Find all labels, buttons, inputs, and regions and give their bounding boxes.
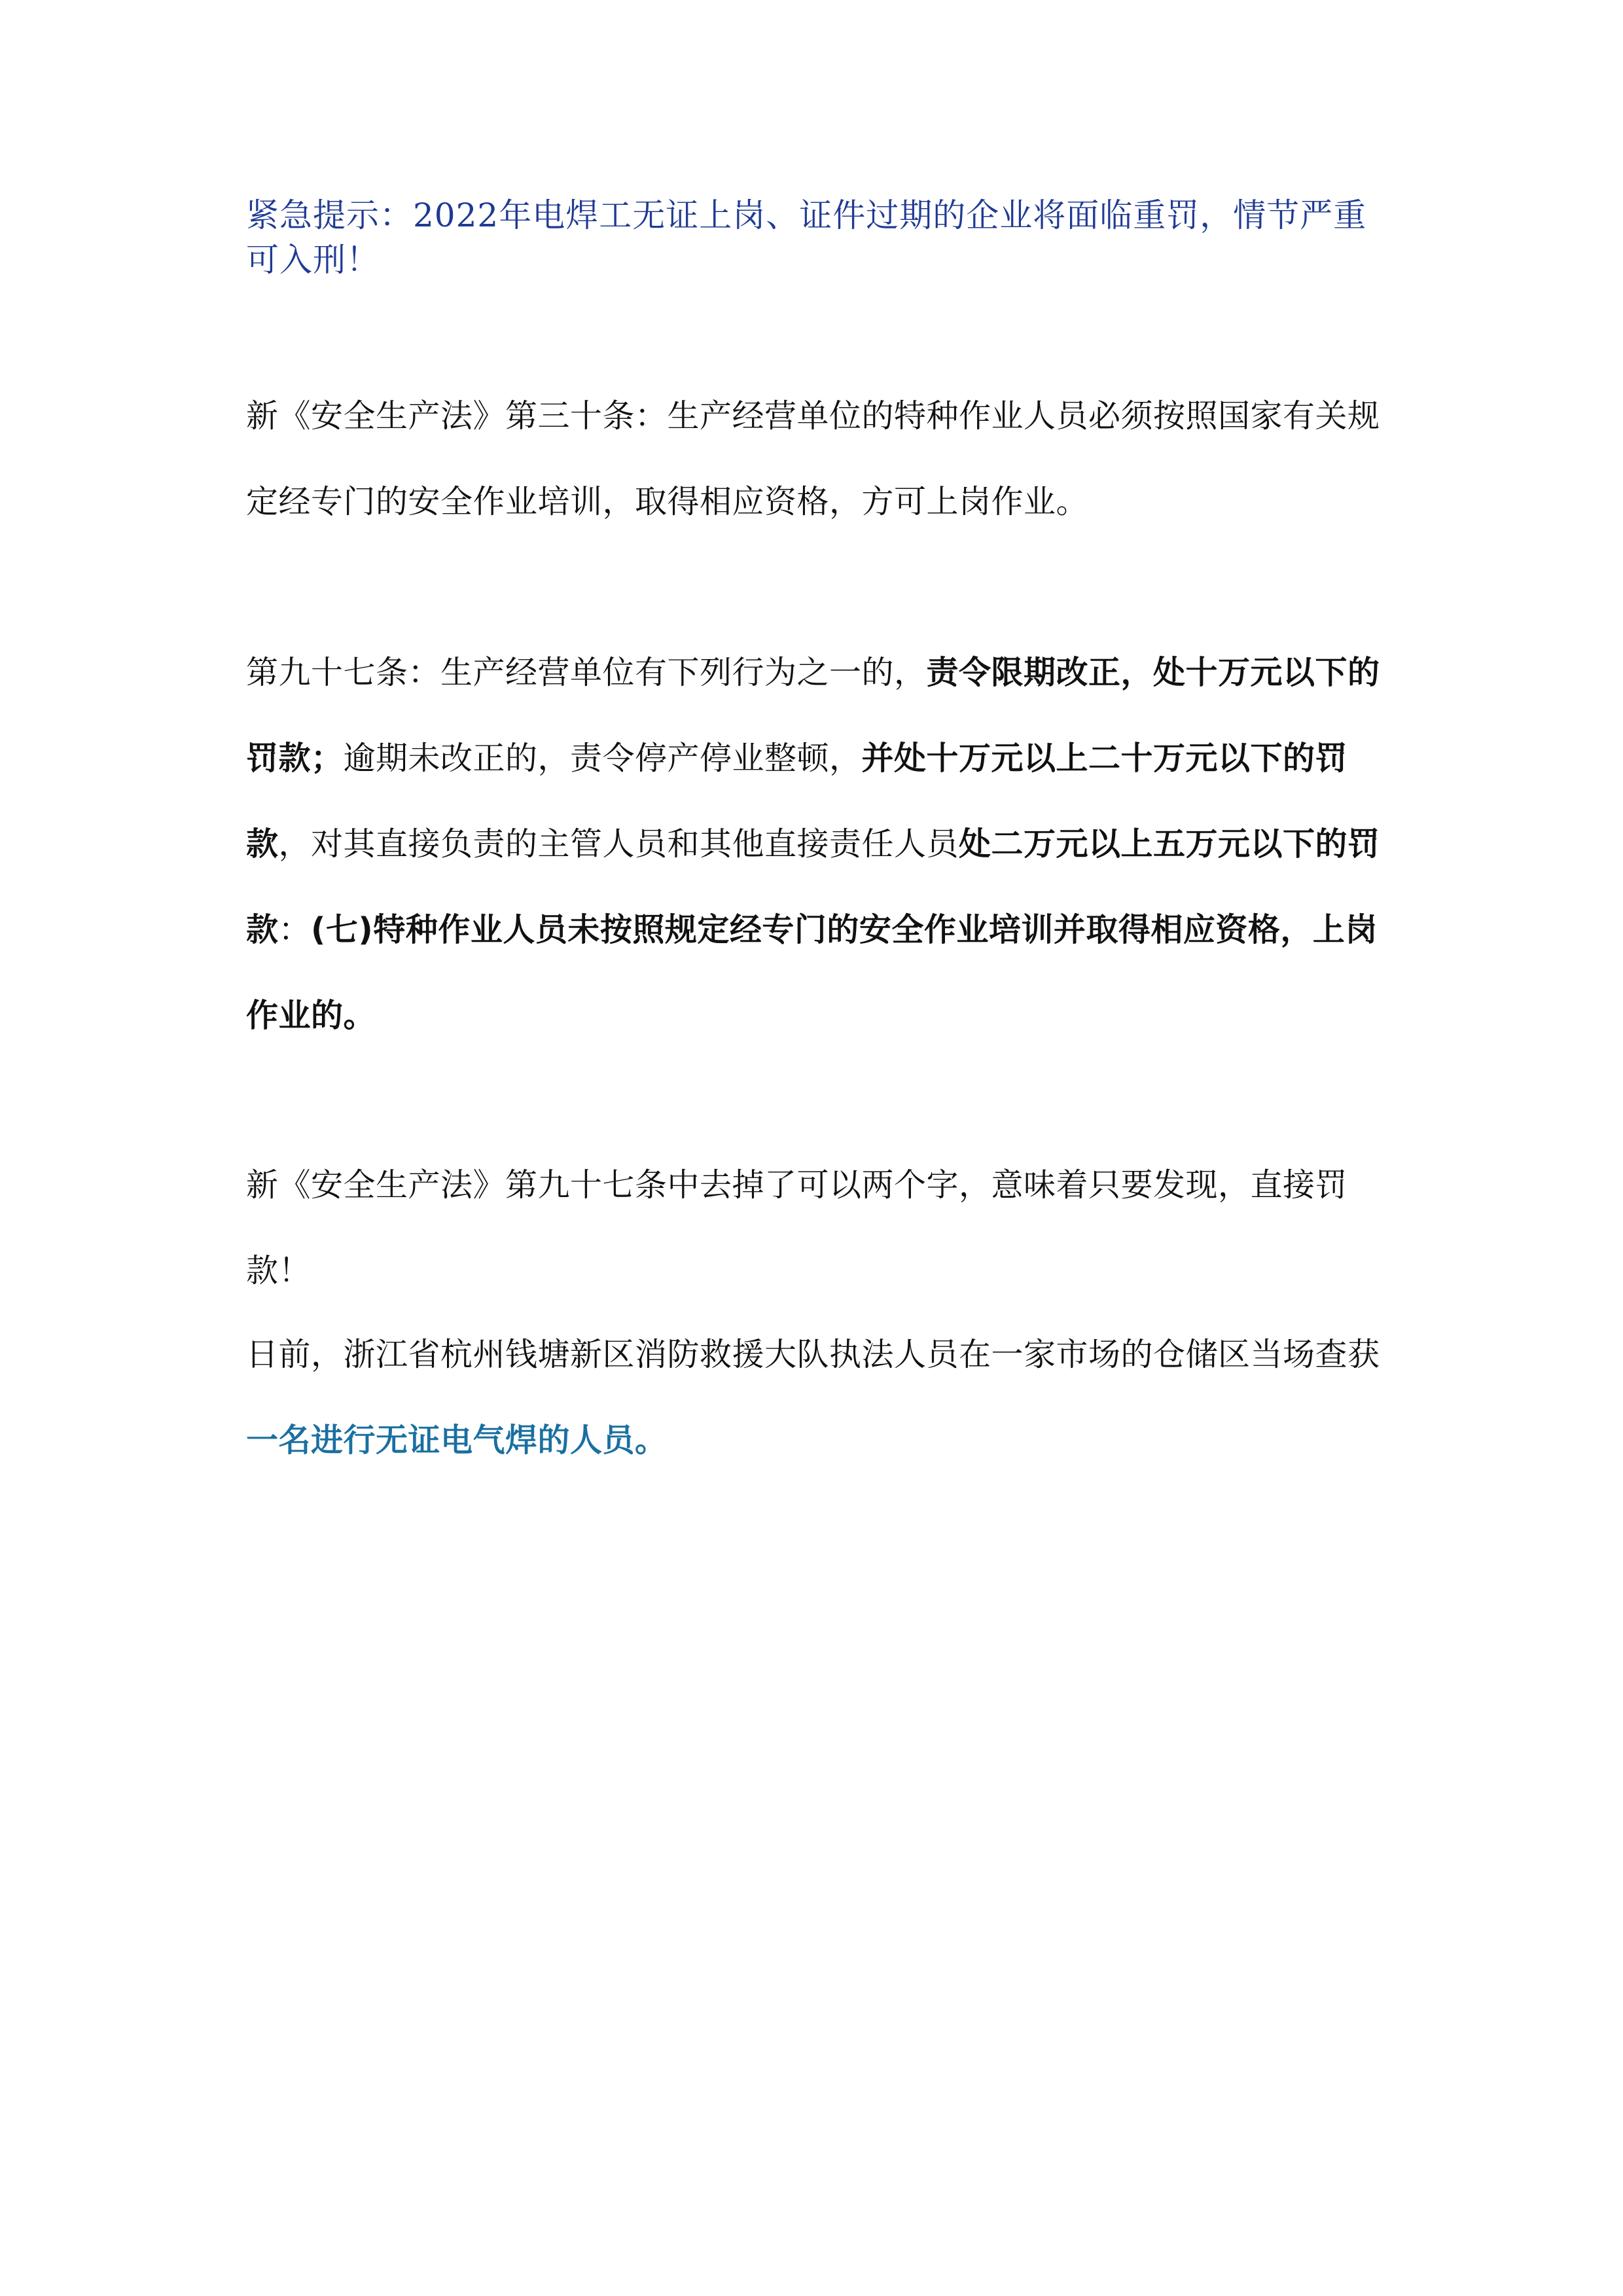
article-97-colon: ： bbox=[278, 911, 312, 948]
case-paragraph bbox=[246, 1312, 1391, 1483]
article-97-penalty-1: 责令限期改正，处十万元以下的罚款； bbox=[246, 654, 1380, 777]
note-paragraph: 新《安全生产法》第九十七条中去掉了可以两个字，意味着只要发现，直接罚款！ bbox=[246, 1166, 1348, 1289]
article-97-item-7: (七)特种作业人员未按照规定经专门的安全作业培训并取得相应资格，上岗作业的。 bbox=[246, 911, 1378, 1034]
article-97-penalty-3: 处二万元以上五万元以下的罚款 bbox=[246, 825, 1380, 948]
article-97-responsible: ，对其直接负责的主管人员和其他直接责任人员 bbox=[278, 825, 959, 863]
headline-warning: 紧急提示：2022年电焊工无证上岗、证件过期的企业将面临重罚，情节严重可入刑！ bbox=[246, 196, 1367, 279]
case-highlight: 一名进行无证电气焊的人员。 bbox=[246, 1422, 668, 1459]
article-97-penalty-2: 并处十万元以上二十万元以下的罚款 bbox=[246, 740, 1348, 863]
article-97-overdue: 逾期未改正的，责令停产停业整顿， bbox=[343, 740, 862, 777]
article-97-paragraph bbox=[246, 630, 1391, 1058]
case-text: 日前，浙江省杭州钱塘新区消防救援大队执法人员在一家市场的仓储区当场查获 bbox=[246, 1336, 1380, 1373]
article-30-paragraph: 新《安全生产法》第三十条：生产经营单位的特种作业人员必须按照国家有关规定经专门的安全作业培训，取得相应资格，方可上岗作业。 bbox=[246, 397, 1380, 520]
article-97-intro: 第九十七条：生产经营单位有下列行为之一的， bbox=[246, 654, 927, 691]
